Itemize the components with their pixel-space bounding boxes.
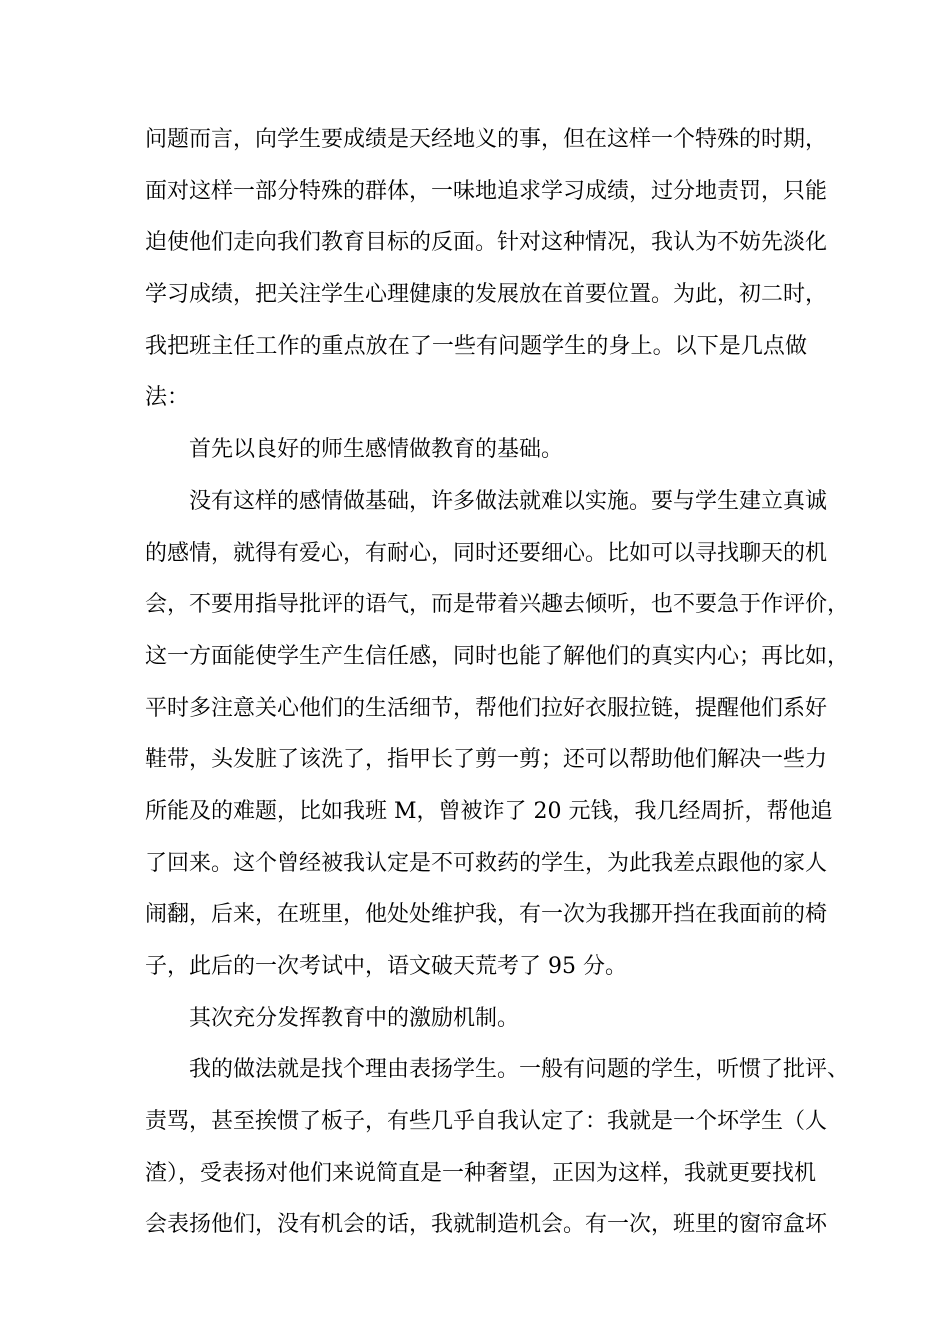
document-body	[145, 114, 850, 1251]
text-line: 子，此后的一次考试中，语文破天荒考了 95 分。	[145, 954, 627, 979]
section-heading: 首先以良好的师生感情做教育的基础。	[189, 437, 564, 463]
text-line: 会，不要用指导批评的语气，而是带着兴趣去倾听，也不要急于作评价，	[145, 592, 850, 618]
text-line: 鞋带，头发脏了该洗了，指甲长了剪一剪；还可以帮助他们解决一些力	[145, 747, 828, 773]
text-line: 了回来。这个曾经被我认定是不可救药的学生，为此我差点跟他的家人	[145, 850, 828, 876]
text-line: 迫使他们走向我们教育目标的反面。针对这种情况，我认为不妨先淡化	[145, 230, 828, 256]
text-line: 责骂，甚至挨惯了板子，有些几乎自我认定了：我就是一个坏学生（人	[145, 1109, 828, 1135]
section-heading: 其次充分发挥教育中的激励机制。	[189, 1005, 520, 1031]
text-line: 我把班主任工作的重点放在了一些有问题学生的身上。以下是几点做	[145, 333, 807, 359]
text-line: 的感情，就得有爱心，有耐心，同时还要细心。比如可以寻找聊天的机	[145, 540, 828, 566]
text-line: 学习成绩，把关注学生心理健康的发展放在首要位置。为此，初二时，	[145, 282, 828, 308]
text-line: 面对这样一部分特殊的群体，一味地追求学习成绩，过分地责罚，只能	[145, 178, 828, 204]
text-line: 渣），受表扬对他们来说简直是一种奢望，正因为这样，我就更要找机	[145, 1160, 817, 1186]
text-line: 会表扬他们，没有机会的话，我就制造机会。有一次，班里的窗帘盒坏	[145, 1212, 828, 1238]
text-line: 所能及的难题，比如我班 M，曾被诈了 20 元钱，我几经周折，帮他追	[145, 798, 833, 824]
text-line: 闹翻，后来，在班里，他处处维护我，有一次为我挪开挡在我面前的椅	[145, 902, 828, 928]
text-line: 平时多注意关心他们的生活细节，帮他们拉好衣服拉链，提醒他们系好	[145, 695, 828, 721]
text-line: 没有这样的感情做基础，许多做法就难以实施。要与学生建立真诚	[189, 488, 828, 514]
text-line: 问题而言，向学生要成绩是天经地义的事，但在这样一个特殊的时期，	[145, 127, 828, 152]
text-line: 法：	[145, 385, 190, 411]
text-line: 这一方面能使学生产生信任感，同时也能了解他们的真实内心；再比如，	[145, 643, 850, 669]
text-line: 我的做法就是找个理由表扬学生。一般有问题的学生，听惯了批评、	[189, 1057, 850, 1083]
